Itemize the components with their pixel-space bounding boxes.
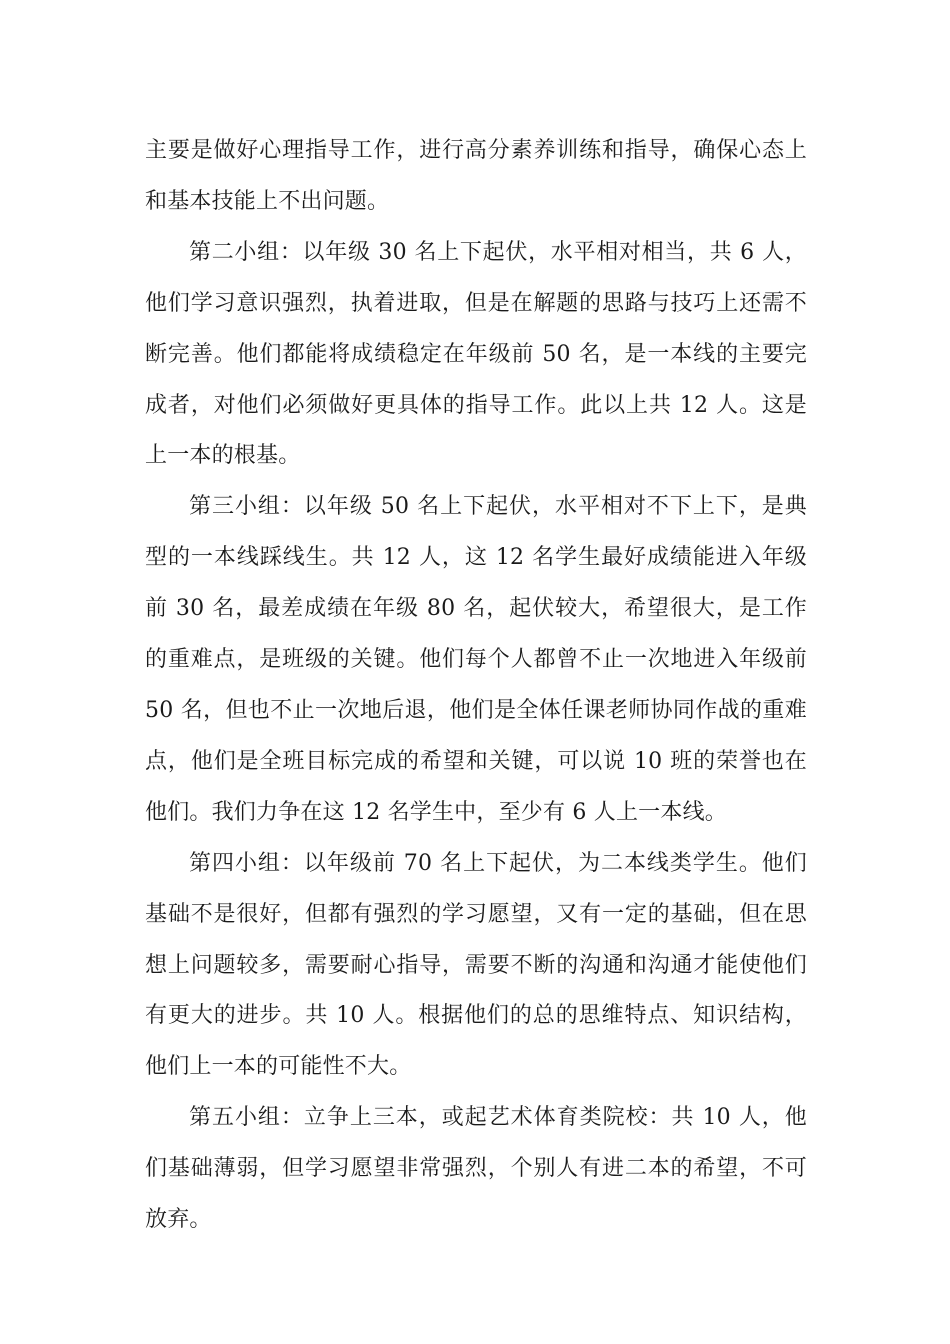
paragraph-group-4: 第四小组：以年级前 70 名上下起伏，为二本线类学生。他们基础不是很好，但都有强烈的学习愿望，又有一定的基础，但在思想上问题较多，需要耐心指导，需要不断的沟通和沟通才能使他们有更大的进步。共 10 人。根据他们的总的思维特点、知识结构，他们上一本的可能性不大。: [145, 850, 807, 1080]
paragraph-group-2: 第二小组：以年级 30 名上下起伏，水平相对相当，共 6 人，他们学习意识强烈，执着进取，但是在解题的思路与技巧上还需不断完善。他们都能将成绩稳定在年级前 50 名，是一本线的主要完成者，对他们必须做好更具体的指导工作。此以上共 12 人。这是上一本的根基。: [145, 239, 807, 469]
document-body: [145, 126, 807, 1246]
paragraph-continuation: 主要是做好心理指导工作，进行高分素养训练和指导，确保心态上和基本技能上不出问题。: [145, 138, 807, 214]
paragraph-group-3: 第三小组：以年级 50 名上下起伏，水平相对不下上下，是典型的一本线踩线生。共 12 人，这 12 名学生最好成绩能进入年级前 30 名，最差成绩在年级 80 名，起伏较大，希望很大，是工作的重难点，是班级的关键。他们每个人都曾不止一次地进入年级前 50 名，但也不止一次地后退，他们是全体任课老师协同作战的重难点，他们是全班目标完成的希望和关键，可以说 10 班的荣誉也在他们。我们力争在这 12 名学生中，至少有 6 人上一本线。: [145, 494, 807, 825]
paragraph-group-5: 第五小组：立争上三本，或起艺术体育类院校：共 10 人，他们基础薄弱，但学习愿望非常强烈，个别人有进二本的希望，不可放弃。: [145, 1105, 807, 1233]
